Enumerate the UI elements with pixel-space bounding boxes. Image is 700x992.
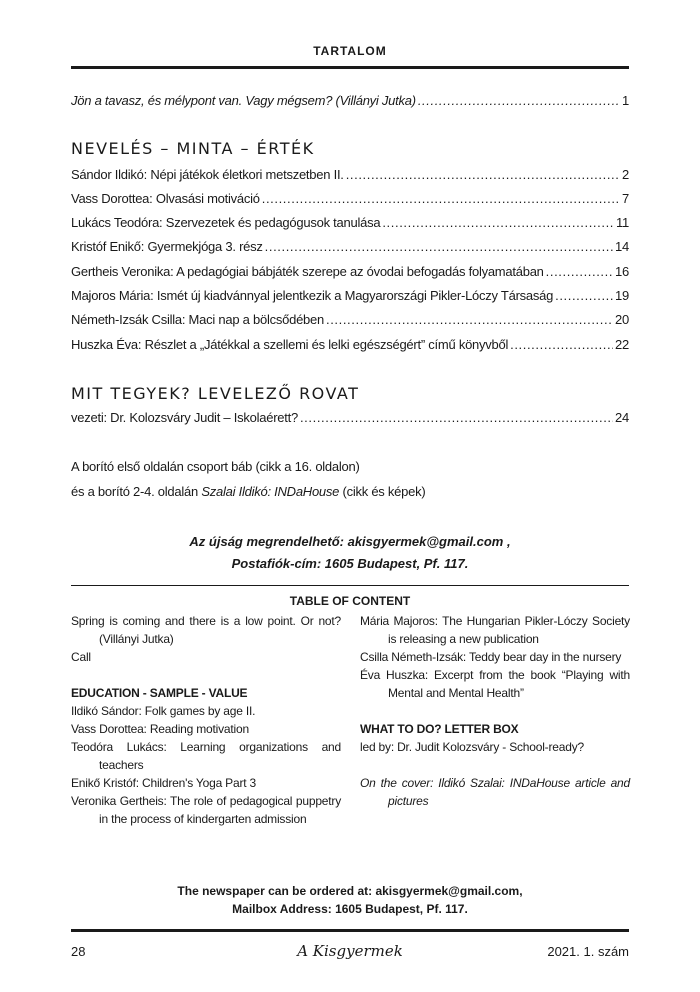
english-toc-entry: Enikő Kristóf: Children's Yoga Part 3: [71, 776, 256, 790]
toc-leader-dots: [382, 215, 614, 230]
toc-entry[interactable]: [71, 239, 629, 254]
toc-entry-page: 7: [622, 191, 629, 206]
toc-leader-dots: [262, 191, 620, 206]
english-toc-title: TABLE OF CONTENT: [289, 594, 411, 608]
toc-entry-title: Jön a tavasz, és mélypont van. Vagy mégsem? (Villányi Jutka): [71, 93, 416, 108]
english-toc-entry: Vass Dorottea: Reading motivation: [71, 722, 249, 736]
cover-note-line2: [71, 484, 425, 499]
english-order-line1: The newspaper can be ordered at: akisgyermek@gmail.com,: [177, 884, 523, 898]
spacer: [71, 666, 341, 684]
toc-entry-title: Gertheis Veronika: A pedagógiai bábjáték szerepe az óvodai befogadás folyamatában: [71, 264, 544, 279]
english-toc-entry: Veronika Gertheis: The role of pedagogical puppetry in the process of kindergarten admission: [71, 794, 341, 826]
english-toc-entry: Mária Majoros: The Hungarian Pikler-Lóczy Society is releasing a new publication: [360, 614, 630, 646]
cover-note-prefix: és a borító 2-4. oldalán: [71, 484, 202, 499]
toc-intro-entry[interactable]: [71, 93, 629, 108]
cover-note-line1: A borító első oldalán csoport báb (cikk a 16. oldalon): [71, 459, 360, 474]
order-info-line1: Az újság megrendelhető: akisgyermek@gmail.com ,: [189, 534, 511, 549]
toc-entry-page: 20: [615, 312, 629, 327]
toc-entry-title: Sándor Ildikó: Népi játékok életkori metszetben II.: [71, 167, 344, 182]
toc-entry-title: Huszka Éva: Részlet a „Játékkal a szellemi és lelki egészségért” című könyvből: [71, 337, 509, 352]
toc-leader-dots: [326, 312, 613, 327]
toc-entry-title: Kristóf Enikő: Gyermekjóga 3. rész: [71, 239, 263, 254]
header-title: TARTALOM: [313, 44, 387, 58]
english-toc-right-column: [360, 612, 630, 810]
toc-entry-page: 22: [615, 337, 629, 352]
english-order-line2: Mailbox Address: 1605 Budapest, Pf. 117.: [232, 902, 468, 916]
footer-rule: [71, 929, 629, 932]
toc-entry-page: 16: [615, 264, 629, 279]
order-info-line2: Postafiók-cím: 1605 Budapest, Pf. 117.: [231, 556, 469, 571]
toc-leader-dots: [265, 239, 613, 254]
toc-leader-dots: [510, 337, 613, 352]
toc-entry[interactable]: [71, 191, 629, 206]
section-heading-education: NEVELÉS – MINTA – ÉRTÉK: [71, 139, 315, 158]
issue-label: 2021. 1. szám: [547, 944, 629, 959]
magazine-name: A Kisgyermek: [297, 942, 403, 960]
toc-entry-page: 19: [615, 288, 629, 303]
english-toc-entry: Spring is coming and there is a low point. Or not? (Villányi Jutka): [71, 614, 341, 646]
header-rule: [71, 66, 629, 69]
english-cover-note: On the cover: Ildikó Szalai: INDaHouse article and pictures: [360, 776, 630, 808]
toc-entry[interactable]: [71, 337, 629, 352]
english-toc-entry: Éva Huszka: Excerpt from the book “Playing with Mental and Mental Health”: [360, 668, 630, 700]
section-heading-letter-box: MIT TEGYEK? LEVELEZŐ ROVAT: [71, 384, 360, 403]
english-toc-entry: Call: [71, 650, 91, 664]
english-section-rule: [71, 585, 629, 586]
toc-entry-page: 24: [615, 410, 629, 425]
english-section-heading: WHAT TO DO? LETTER BOX: [360, 722, 519, 736]
english-toc-entry: Teodóra Lukács: Learning organizations and teachers: [71, 740, 341, 772]
toc-entry-page: 1: [622, 93, 629, 108]
toc-entry-title: Lukács Teodóra: Szervezetek és pedagógusok tanulása: [71, 215, 381, 230]
english-section-heading: EDUCATION - SAMPLE - VALUE: [71, 686, 248, 700]
toc-entry-page: 2: [622, 167, 629, 182]
toc-leader-dots: [346, 167, 620, 182]
toc-entry-page: 11: [616, 215, 629, 230]
toc-leader-dots: [418, 93, 620, 108]
toc-entry[interactable]: [71, 215, 629, 230]
toc-entry-title: Majoros Mária: Ismét új kiadvánnyal jelentkezik a Magyarországi Pikler-Lóczy Társaság: [71, 288, 554, 303]
toc-entry[interactable]: [71, 410, 629, 425]
toc-entry-title: vezeti: Dr. Kolozsváry Judit – Iskolaérett?: [71, 410, 298, 425]
spacer: [360, 756, 630, 774]
spacer: [360, 702, 630, 720]
toc-leader-dots: [555, 288, 613, 303]
toc-entry[interactable]: [71, 288, 629, 303]
cover-note-italic: Szalai Ildikó: INDaHouse: [201, 484, 340, 499]
toc-entry-title: Németh-Izsák Csilla: Maci nap a bölcsődében: [71, 312, 324, 327]
toc-entry-page: 14: [615, 239, 629, 254]
toc-entry[interactable]: [71, 167, 629, 182]
english-toc-entry: Ildikó Sándor: Folk games by age II.: [71, 704, 256, 718]
cover-note-suffix: (cikk és képek): [339, 484, 426, 499]
toc-leader-dots: [300, 410, 613, 425]
page-number: 28: [71, 944, 86, 959]
english-toc-left-column: [71, 612, 341, 828]
toc-entry[interactable]: [71, 312, 629, 327]
toc-entry-title: Vass Dorottea: Olvasási motiváció: [71, 191, 260, 206]
toc-leader-dots: [546, 264, 613, 279]
english-toc-entry: Csilla Németh-Izsák: Teddy bear day in the nursery: [360, 650, 622, 664]
english-toc-entry: led by: Dr. Judit Kolozsváry - School-ready?: [360, 740, 584, 754]
toc-entry[interactable]: [71, 264, 629, 279]
